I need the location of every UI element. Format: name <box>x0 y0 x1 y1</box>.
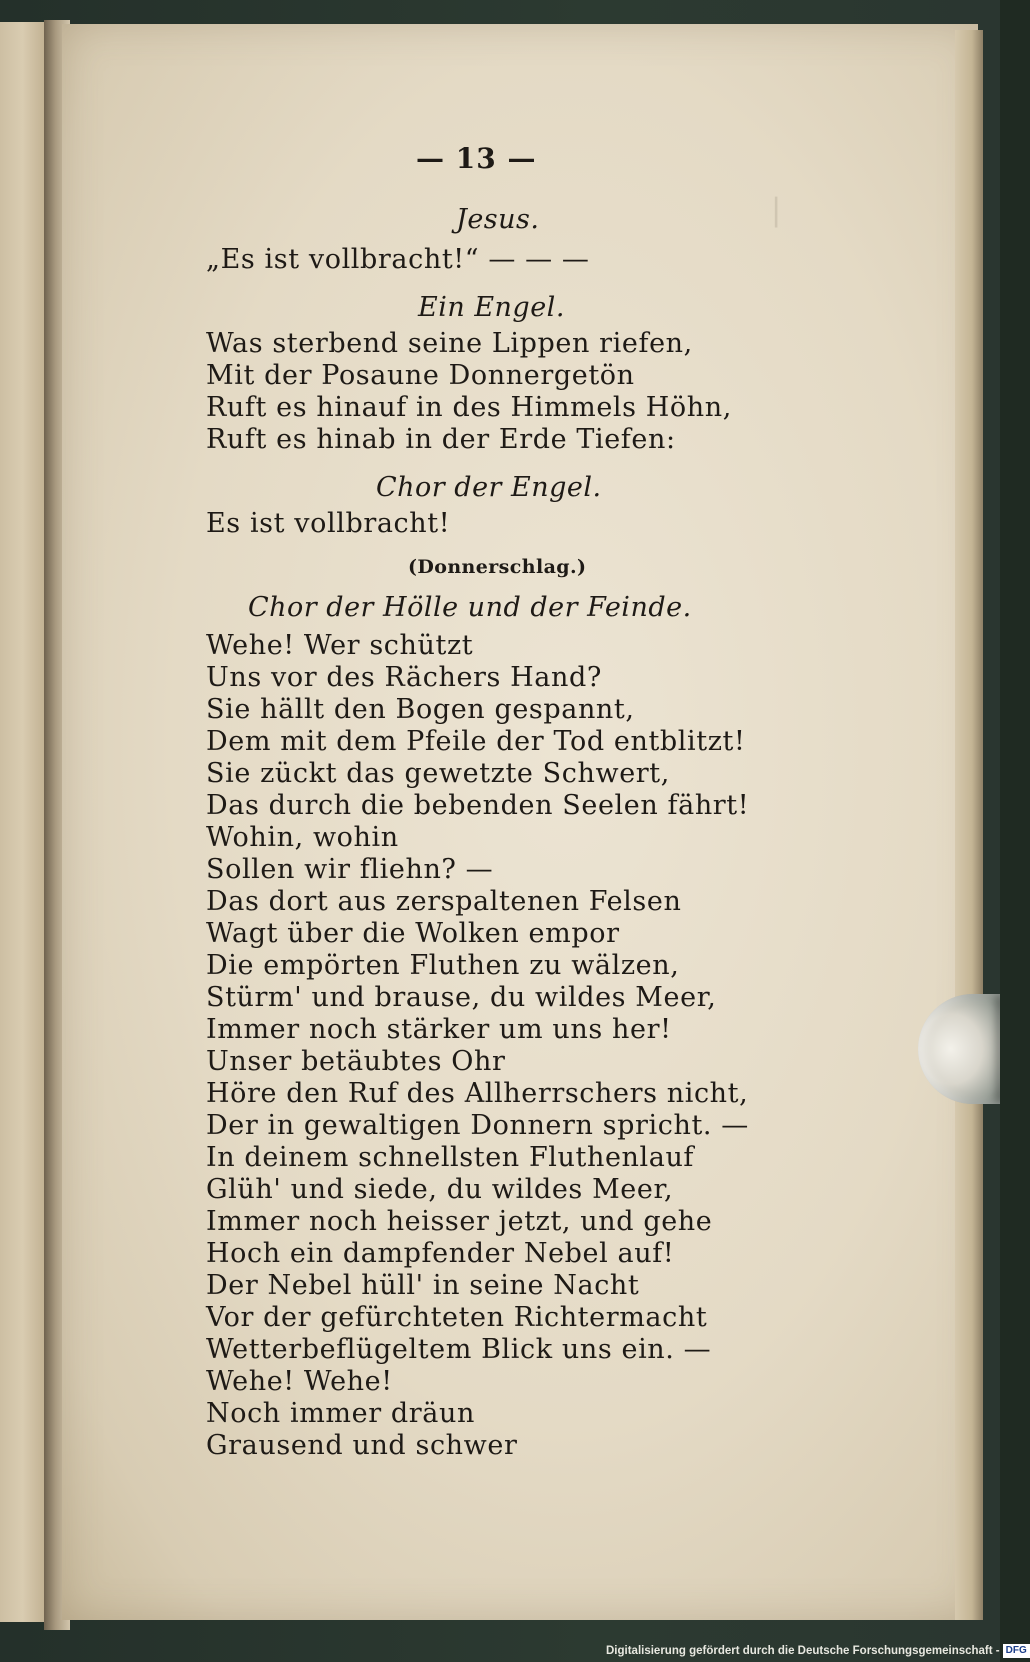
verse-line: Der Nebel hüll' in seine Nacht <box>206 1270 640 1301</box>
verse-line: Was sterbend seine Lippen riefen, <box>206 328 693 359</box>
page-number: — 13 — <box>416 142 537 175</box>
verse-line: Sie hällt den Bogen gespannt, <box>206 694 635 725</box>
verse-line: Unser betäubtes Ohr <box>206 1046 506 1077</box>
verse-line: Stürm' und brause, du wildes Meer, <box>206 982 717 1013</box>
verse-line: Noch immer dräun <box>206 1398 475 1429</box>
verse-line: Wagt über die Wolken empor <box>206 918 620 949</box>
verse-line: Glüh' und siede, du wildes Meer, <box>206 1174 674 1205</box>
verse-line: Sie zückt das gewetzte Schwert, <box>206 758 670 789</box>
verse-line: Die empörten Fluthen zu wälzen, <box>206 950 680 981</box>
verse-line: Dem mit dem Pfeile der Tod entblitzt! <box>206 726 746 757</box>
verse-line: Vor der gefürchteten Richtermacht <box>206 1302 708 1333</box>
verse-line: Immer noch heisser jetzt, und gehe <box>206 1206 713 1237</box>
verse-line: Höre den Ruf des Allherrschers nicht, <box>206 1078 749 1109</box>
digitization-credit <box>606 1641 1030 1661</box>
verse-line: Immer noch stärker um uns her! <box>206 1014 672 1045</box>
stage-direction: (Donnerschlag.) <box>408 556 587 578</box>
verse-line: Hoch ein dampfender Nebel auf! <box>206 1238 675 1269</box>
verse-line: Das durch die bebenden Seelen fährt! <box>206 790 750 821</box>
verse-line: Uns vor des Rächers Hand? <box>206 662 602 693</box>
verse-line: Ruft es hinauf in des Himmels Höhn, <box>206 392 732 423</box>
speaker-heading: Ein Engel. <box>418 292 565 323</box>
speaker-heading: Chor der Engel. <box>376 472 602 503</box>
verse-line: „Es ist vollbracht!“ — — — <box>206 244 590 275</box>
verse-line: Wohin, wohin <box>206 822 399 853</box>
verse-line: Ruft es hinab in der Erde Tiefen: <box>206 424 676 455</box>
verse-line: Wehe! Wehe! <box>206 1366 393 1397</box>
show-through-mark: ▏ <box>775 198 795 228</box>
verse-line: Sollen wir fliehn? — <box>206 854 494 885</box>
verse-line: Wetterbeflügeltem Blick uns ein. — <box>206 1334 712 1365</box>
verse-line: Das dort aus zerspaltenen Felsen <box>206 886 682 917</box>
verse-line: Es ist vollbracht! <box>206 508 451 539</box>
verse-line: Mit der Posaune Donnergetön <box>206 360 635 391</box>
credit-text: Digitalisierung gefördert durch die Deutsche Forschungsgemeinschaft - <box>606 1645 1000 1657</box>
speaker-heading: Chor der Hölle und der Feinde. <box>248 592 692 623</box>
verse-line: Grausend und schwer <box>206 1430 518 1461</box>
dfg-logo-badge: DFG <box>1003 1644 1030 1658</box>
verse-line: Der in gewaltigen Donnern spricht. — <box>206 1110 749 1141</box>
verse-line: Wehe! Wer schützt <box>206 630 474 661</box>
verse-line: In deinem schnellsten Fluthenlauf <box>206 1142 695 1173</box>
speaker-heading: Jesus. <box>456 204 540 235</box>
